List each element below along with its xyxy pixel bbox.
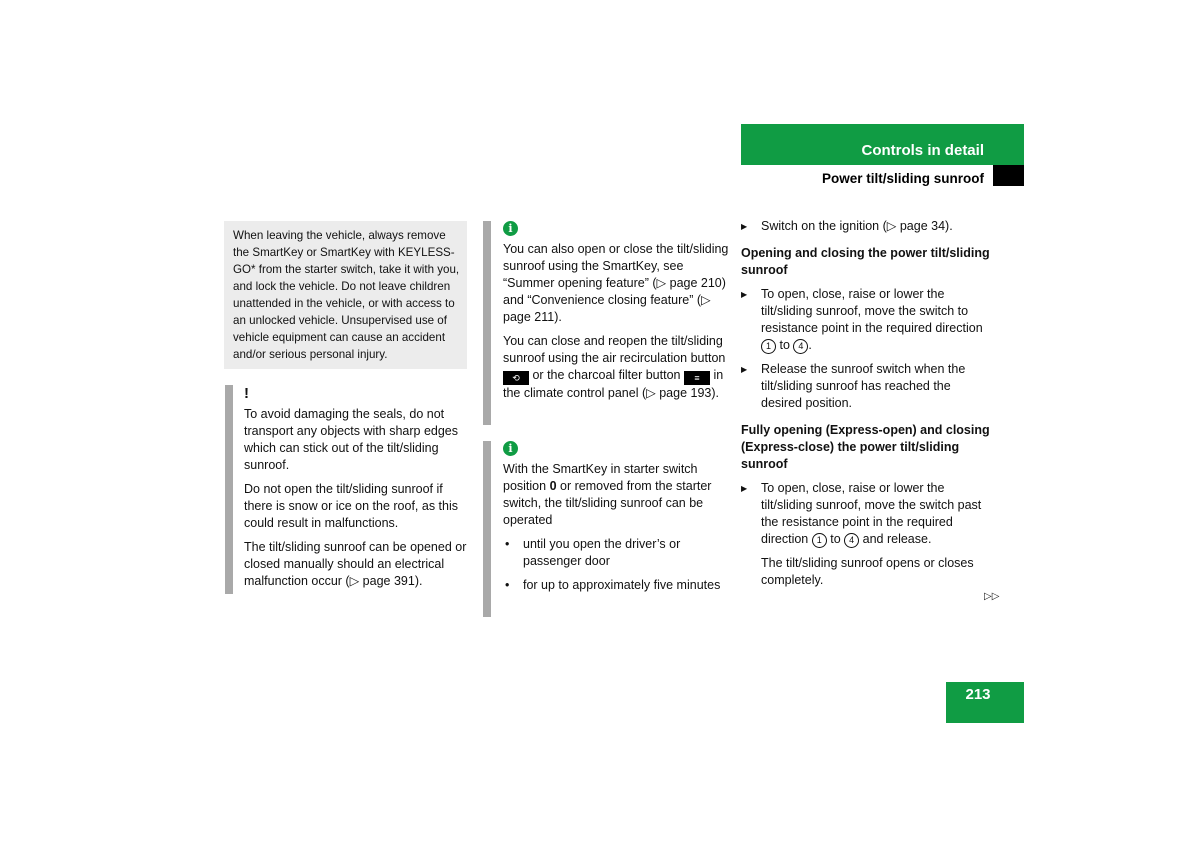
step-text: To open, close, raise or lower the tilt/sliding sunroof, move the switch past the resistance point in the required direction xyxy=(761,481,982,546)
result-text: The tilt/sliding sunroof opens or closes completely. xyxy=(761,556,974,587)
caution-paragraph: The tilt/sliding sunroof can be opened or closed manually should an electrical malfunction occur (▷ page 391). xyxy=(244,540,467,588)
step-text: and release. xyxy=(862,532,932,546)
info-paragraph: You can also open or close the tilt/sliding sunroof using the SmartKey, see “Summer opening feature” (▷ page 210) and “Convenience closing feature” (▷ page 211). xyxy=(503,242,729,324)
section-heading: Fully opening (Express-open) and closing (Express-close) the power tilt/sliding sunroof xyxy=(741,423,990,471)
info-text: With the SmartKey in starter switch position xyxy=(503,462,698,493)
info-text: in the climate control panel (▷ page 193). xyxy=(503,368,724,400)
info-icon: i xyxy=(503,221,518,236)
step-item: ▶ Release the sunroof switch when the tilt/sliding sunroof has reached the desired position. xyxy=(741,361,991,412)
section-heading: Opening and closing the power tilt/sliding sunroof xyxy=(741,246,990,277)
caution-bar xyxy=(225,385,233,594)
step-text: . xyxy=(808,338,812,352)
step-text: To open, close, raise or lower the tilt/sliding sunroof, move the switch to resistance point in the required direction xyxy=(761,287,983,335)
position-value: 0 xyxy=(549,479,557,493)
page-number: 213 xyxy=(965,686,991,703)
step-list xyxy=(741,218,991,235)
caution-note xyxy=(244,385,470,597)
position-4-icon: 4 xyxy=(844,533,859,548)
list-item: • until you open the driver’s or passenger door xyxy=(503,536,731,570)
condition-list xyxy=(503,536,731,594)
step-text: to xyxy=(830,532,841,546)
section-title: Controls in detail xyxy=(861,142,984,159)
caution-paragraph: Do not open the tilt/sliding sunroof if there is snow or ice on the roof, as this could result in malfunctions. xyxy=(244,482,458,530)
caution-paragraph: To avoid damaging the seals, do not transport any objects with sharp edges which can stick out of the tilt/sliding sunroof. xyxy=(244,407,459,472)
info-bar xyxy=(483,441,491,617)
info-note-smartkey xyxy=(503,221,731,409)
header-marker xyxy=(993,165,1024,186)
exclamation-icon: ! xyxy=(244,385,249,402)
info-note-starter-switch xyxy=(503,441,731,601)
step-text: to xyxy=(779,338,790,352)
step-list xyxy=(741,286,991,412)
step-item xyxy=(741,480,991,548)
info-text: or removed from the starter switch, the tilt/sliding sunroof can be operated xyxy=(503,479,712,527)
step-item: ▶ Switch on the ignition (▷ page 34). xyxy=(741,218,991,235)
step-list xyxy=(741,480,991,548)
position-1-icon: 1 xyxy=(812,533,827,548)
position-1-icon: 1 xyxy=(761,339,776,354)
info-paragraph xyxy=(503,461,731,529)
subsection-title: Power tilt/sliding sunroof xyxy=(822,171,984,186)
info-bar xyxy=(483,221,491,425)
info-icon: i xyxy=(503,441,518,456)
air-recirculation-icon: ⟲ xyxy=(503,371,529,385)
info-paragraph xyxy=(503,333,731,402)
charcoal-filter-icon: ≡ xyxy=(684,371,710,385)
position-4-icon: 4 xyxy=(793,339,808,354)
continue-icon: ▷▷ xyxy=(984,591,1000,602)
instructions-column xyxy=(741,218,991,596)
warning-text: When leaving the vehicle, always remove the SmartKey or SmartKey with KEYLESS-GO* from the starter switch, take it with you, and lock the vehicle. Do not leave children unattended in the vehicle, or with access to an unlocked vehicle. Unsupervised use of vehicle equipment can cause an accident and/or serious personal injury. xyxy=(233,229,460,361)
info-text: or the charcoal filter button xyxy=(532,368,681,382)
list-item: • for up to approximately five minutes xyxy=(503,577,731,594)
step-item xyxy=(741,286,991,354)
info-text: You can close and reopen the tilt/sliding sunroof using the air recirculation button xyxy=(503,334,726,365)
